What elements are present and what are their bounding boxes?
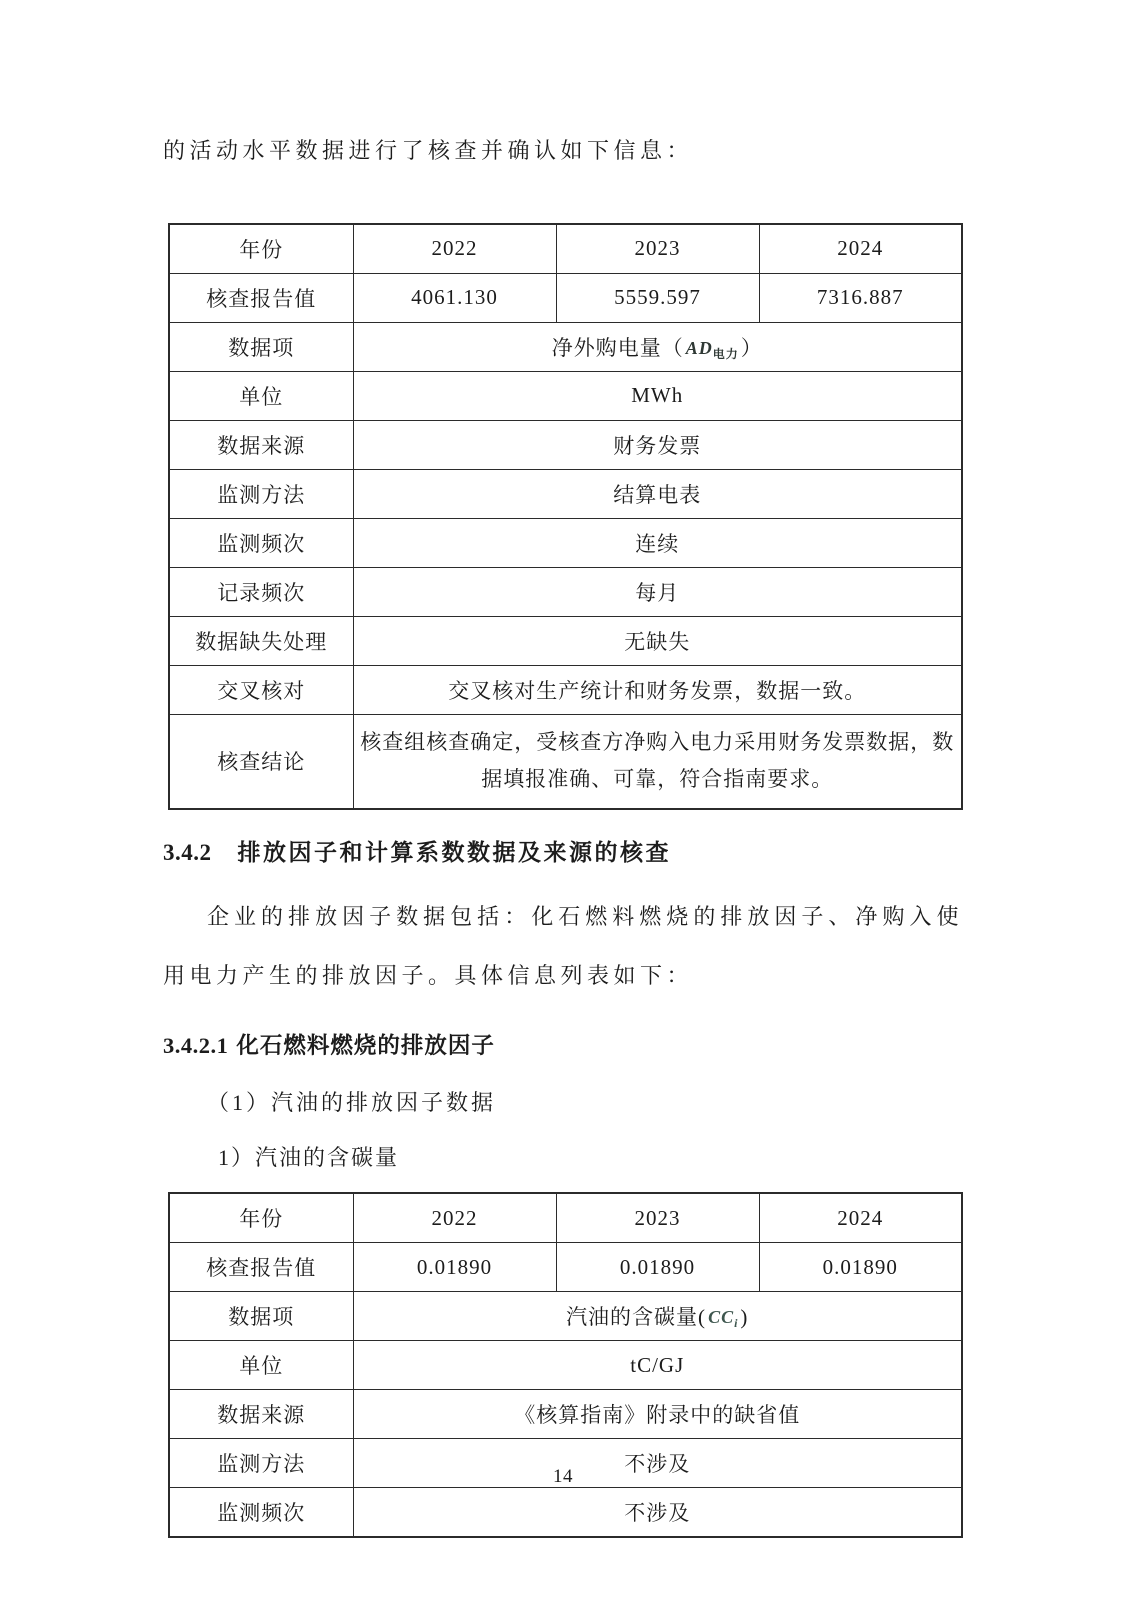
data-item-prefix: 净外购电量（: [551, 335, 684, 360]
table-row-years: [169, 1193, 962, 1243]
table-row-data-item: [169, 1292, 962, 1341]
value-cell: 5559.597: [556, 273, 759, 322]
value-cell: 0.01890: [759, 1243, 962, 1292]
body-paragraph: 企业的排放因子数据包括：化石燃料燃烧的排放因子、净购入使用电力产生的排放因子。具体信息列表如下：: [163, 903, 963, 989]
formula-base: AD: [685, 337, 713, 358]
year-cell: 2023: [556, 1193, 759, 1243]
table-row-cross-check: [169, 665, 962, 714]
formula-ad-electricity: [686, 335, 739, 362]
activity-data-verification-table: [168, 223, 963, 810]
row-value-cell: 不涉及: [353, 1488, 962, 1538]
section-number: 3.4.2: [163, 839, 212, 865]
row-value-cell: 财务发票: [353, 420, 962, 469]
row-label-cell: 数据缺失处理: [169, 616, 353, 665]
table-row-missing-data: [169, 616, 962, 665]
table-row-record-frequency: [169, 567, 962, 616]
row-label-cell: 核查结论: [169, 714, 353, 808]
table-row-report-values: [169, 1243, 962, 1292]
row-label-cell: 监测频次: [169, 1488, 353, 1538]
row-label-cell: 单位: [169, 1341, 353, 1390]
row-label-cell: 数据项: [169, 322, 353, 371]
row-value-cell: 每月: [353, 567, 962, 616]
row-label-cell: 数据来源: [169, 1390, 353, 1439]
row-label-cell: 核查报告值: [169, 1243, 353, 1292]
row-value-cell: 核查组核查确定，受核查方净购入电力采用财务发票数据，数据填报准确、可靠，符合指南要求。: [353, 714, 962, 808]
row-label-cell: 核查报告值: [169, 273, 353, 322]
row-label-cell: 单位: [169, 371, 353, 420]
list-item-gasoline-factor: （1）汽油的排放因子数据: [207, 1090, 497, 1116]
table-row-conclusion: [169, 714, 962, 808]
row-label-cell: 监测频次: [169, 518, 353, 567]
row-label-cell: 监测方法: [169, 469, 353, 518]
data-item-cell: [353, 1292, 962, 1341]
row-value-cell: 无缺失: [353, 616, 962, 665]
section-number: 3.4.2.1: [163, 1033, 229, 1059]
table-row-report-values: [169, 273, 962, 322]
year-cell: 2022: [353, 1193, 556, 1243]
row-value-cell: tC/GJ: [353, 1341, 962, 1390]
formula-subscript: 电力: [712, 346, 739, 361]
page-number: 14: [553, 1466, 573, 1487]
table-row-unit: [169, 371, 962, 420]
section-heading-3-4-2-1: [163, 1028, 963, 1060]
value-cell: 0.01890: [353, 1243, 556, 1292]
section-heading-3-4-2: [163, 834, 963, 867]
data-item-suffix: ）: [740, 335, 763, 360]
table-row-data-item: [169, 322, 962, 371]
year-cell: 2023: [556, 224, 759, 274]
value-cell: 4061.130: [353, 273, 556, 322]
row-label-cell: 监测方法: [169, 1439, 353, 1488]
section-title: 化石燃料燃烧的排放因子: [236, 1033, 495, 1059]
row-label-cell: 数据项: [169, 1292, 353, 1341]
intro-paragraph: 的活动水平数据进行了核查并确认如下信息：: [163, 138, 694, 163]
row-label-cell: 交叉核对: [169, 665, 353, 714]
row-value-cell: 连续: [353, 518, 962, 567]
table-row-unit: [169, 1341, 962, 1390]
table-row-data-source: [169, 1390, 962, 1439]
formula-subscript: i: [734, 1316, 739, 1331]
year-cell: 2022: [353, 224, 556, 274]
row-label-cell: 记录频次: [169, 567, 353, 616]
row-label-cell: 数据来源: [169, 420, 353, 469]
data-item-suffix: ): [740, 1305, 749, 1330]
table-row-years: [169, 224, 962, 274]
formula-base: CC: [708, 1307, 735, 1328]
year-cell: 2024: [759, 1193, 962, 1243]
row-value-cell: MWh: [353, 371, 962, 420]
value-cell: 7316.887: [759, 273, 962, 322]
table-row-monitor-frequency: [169, 518, 962, 567]
value-cell: 0.01890: [556, 1243, 759, 1292]
year-cell: 2024: [759, 224, 962, 274]
row-label-cell: 年份: [169, 224, 353, 274]
data-item-prefix: 汽油的含碳量(: [566, 1305, 707, 1330]
row-value-cell: 结算电表: [353, 469, 962, 518]
row-label-cell: 年份: [169, 1193, 353, 1243]
table-row-monitor-frequency: [169, 1488, 962, 1538]
row-value-cell: 不涉及: [353, 1439, 962, 1488]
row-value-cell: 交叉核对生产统计和财务发票，数据一致。: [353, 665, 962, 714]
row-value-cell: 《核算指南》附录中的缺省值: [353, 1390, 962, 1439]
section-title: 排放因子和计算系数数据及来源的核查: [237, 839, 671, 865]
list-item-carbon-content: 1）汽油的含碳量: [218, 1145, 400, 1171]
formula-cc-carbon-content: [708, 1304, 738, 1331]
data-item-cell: [353, 322, 962, 371]
table-row-data-source: [169, 420, 962, 469]
table-row-monitor-method: [169, 469, 962, 518]
